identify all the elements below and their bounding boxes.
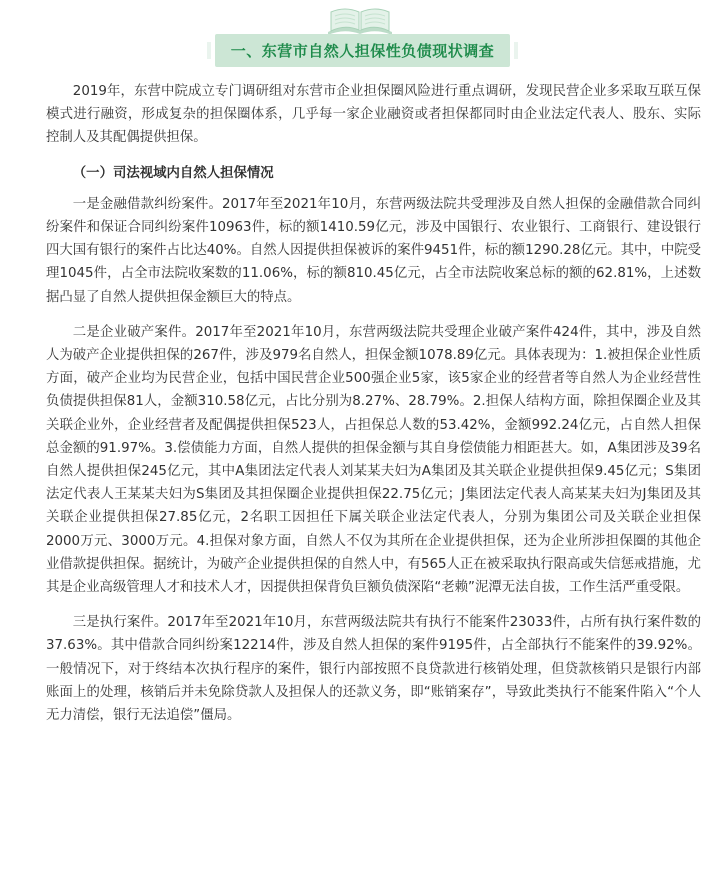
- subheading: （一）司法视域内自然人担保情况: [72, 165, 274, 181]
- open-book-icon: [322, 2, 398, 38]
- paragraph-enforcement: 三是执行案件。2017年至2021年10月，东营两级法院共有执行不能案件23033件，占所有执行案件数的37.63%。其中借款合同纠纷案12214件，涉及自然人担保的案件9195件，占全部执行不能案件的39.92%。一般情况下，对于终结本次执行程序的案件，银行内部按照不良贷款进行核销处理，但贷款核销只是银行内部账面上的处理，核销后并未免除贷款人及担保人的还款义务，即“账销案存”，导致此类执行不能案件陷入“个人无力清偿，银行无法追偿”僵局。: [46, 615, 701, 724]
- section-heading-bar: [215, 34, 510, 67]
- article-body: [46, 80, 701, 739]
- intro-paragraph: 2019年，东营中院成立专门调研组对东营市企业担保圈风险进行重点调研，发现民营企业多采取互联互保模式进行融资，形成复杂的担保圈体系，几乎每一家企业融资或者担保都同时由企业法定代表人、股东、实际控制人及其配偶提供担保。: [46, 84, 701, 146]
- section-heading-block: [0, 0, 720, 80]
- paragraph-bankruptcy: 二是企业破产案件。2017年至2021年10月，东营两级法院共受理企业破产案件424件，其中，涉及自然人为破产企业提供担保的267件，涉及979名自然人，担保金额1078.89亿元。具体表现为：1.被担保企业性质方面，破产企业均为民营企业，包括中国民营企业500强企业5家，该5家企业的经营者等自然人为企业经营性负债提供担保81人，金额310.58亿元，占比分别为8.27%、28.79%。2.担保人结构方面，除担保圈企业及其关联企业外，企业经营者及配偶提供担保523人，占担保总人数的53.42%，金额992.24亿元，占自然人担保总金额的91.97%。3.偿债能力方面，自然人提供的担保金额与其自身偿债能力相距甚大。如，A集团涉及39名自然人提供担保245亿元，其中A集团法定代表人刘某某夫妇为A集团及其关联企业提供担保9.45亿元；S集团法定代表人王某某夫妇为S集团及其担保圈企业提供担保22.75亿元；J集团法定代表人高某某夫妇为J集团及其关联企业提供担保27.85亿元，2名职工因担任下属关联企业法定代表人，分别为集团公司及关联企业担保2000万元、3000万元。4.担保对象方面，自然人不仅为其所在企业提供担保，还为企业所涉担保圈的其他企业借款提供担保。据统计，为破产企业提供担保的自然人中，有565人正在被采取执行限高或失信惩戒措施，尤其是企业高级管理人才和技术人才，因提供担保背负巨额负债深陷“老赖”泥潭无法自拔，工作生活严重受限。: [46, 324, 701, 596]
- section-heading: 一、东营市自然人担保性负债现状调查: [230, 42, 495, 60]
- paragraph-financial-loans: 一是金融借款纠纷案件。2017年至2021年10月，东营两级法院共受理涉及自然人担保的金融借款合同纠纷案件和保证合同纠纷案件10963件，标的额1410.59亿元，涉及中国银行、农业银行、工商银行、建设银行四大国有银行的案件占比达40%。自然人因提供担保被诉的案件9451件，标的额1290.28亿元。其中，中院受理1045件，占全市法院收案数的11.06%，标的额810.45亿元，占全市法院收案总标的额的62.81%，上述数据凸显了自然人提供担保金额巨大的特点。: [46, 196, 701, 305]
